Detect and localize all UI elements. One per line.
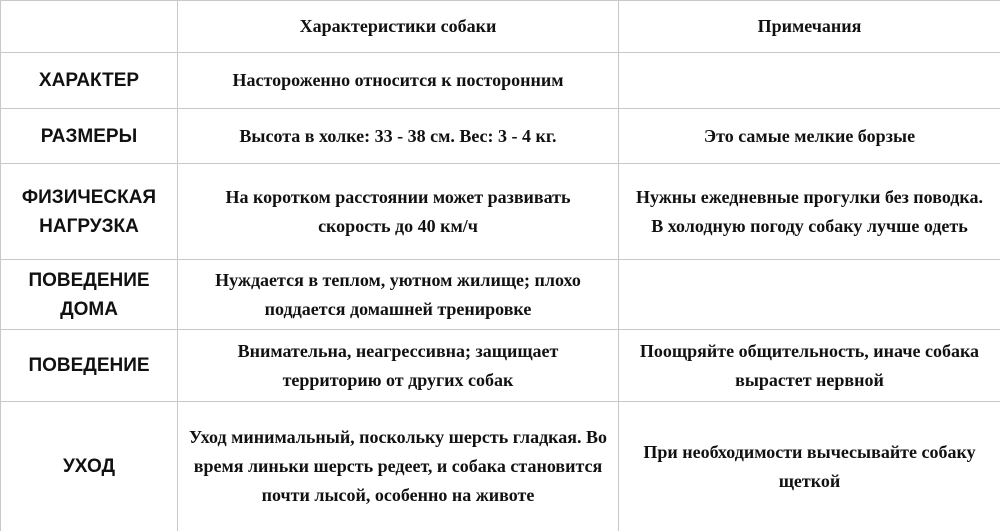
- row-notes: Это самые мелкие борзые: [619, 109, 1000, 164]
- row-label: ХАРАКТЕР: [1, 53, 178, 109]
- row-notes: [619, 53, 1000, 109]
- table-row: [1, 260, 1000, 330]
- header-characteristics: Характеристики собаки: [178, 1, 619, 53]
- table-row: [1, 164, 1000, 260]
- table-row: [1, 53, 1000, 109]
- row-label: ПОВЕДЕНИЕ ДОМА: [1, 260, 178, 330]
- row-characteristics: Настороженно относится к посторонним: [178, 53, 619, 109]
- row-notes: Поощряйте общительность, иначе собака вырастет нервной: [619, 330, 1000, 402]
- row-label: РАЗМЕРЫ: [1, 109, 178, 164]
- row-characteristics: Нуждается в теплом, уютном жилище; плохо поддается домашней тренировке: [178, 260, 619, 330]
- row-characteristics: На коротком расстоянии может развивать скорость до 40 км/ч: [178, 164, 619, 260]
- header-notes: Примечания: [619, 1, 1000, 53]
- table-row: [1, 330, 1000, 402]
- header-corner-cell: [1, 1, 178, 53]
- table-header-row: [1, 1, 1000, 53]
- row-label: ПОВЕДЕНИЕ: [1, 330, 178, 402]
- row-characteristics: Внимательна, неагрессивна; защищает территорию от других собак: [178, 330, 619, 402]
- table-row: [1, 109, 1000, 164]
- row-label: УХОД: [1, 402, 178, 531]
- row-label: ФИЗИЧЕСКАЯ НАГРУЗКА: [1, 164, 178, 260]
- row-characteristics: Высота в холке: 33 - 38 см. Вес: 3 - 4 кг.: [178, 109, 619, 164]
- row-notes: Нужны ежедневные прогулки без поводка. В холодную погоду собаку лучше одеть: [619, 164, 1000, 260]
- row-characteristics: Уход минимальный, поскольку шерсть гладкая. Во время линьки шерсть редеет, и собака становится почти лысой, особенно на животе: [178, 402, 619, 531]
- row-notes: [619, 260, 1000, 330]
- table-row: [1, 402, 1000, 531]
- row-notes: При необходимости вычесывайте собаку щеткой: [619, 402, 1000, 531]
